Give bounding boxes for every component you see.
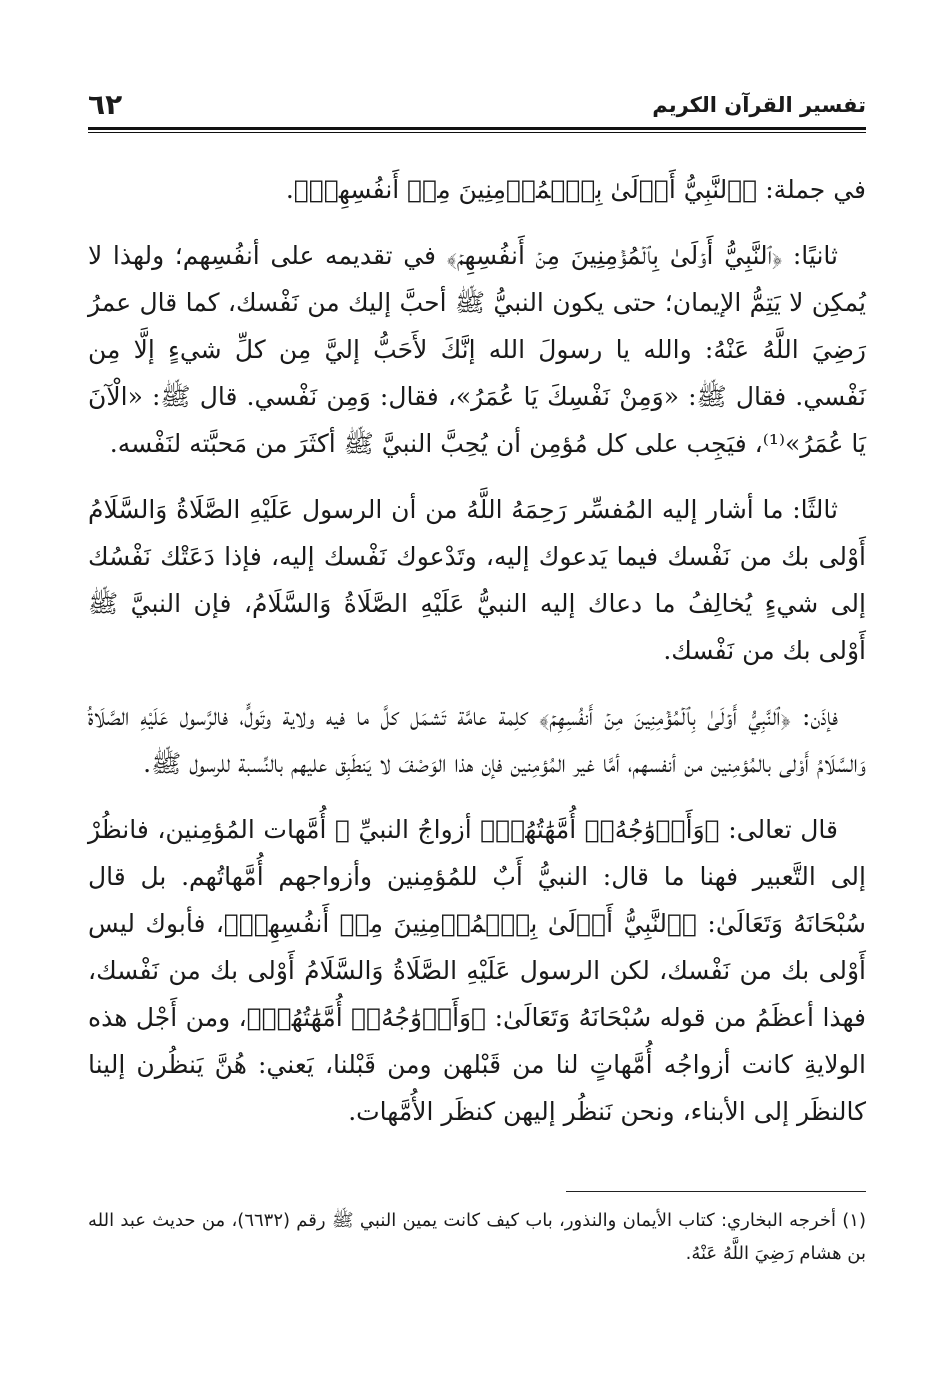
footnote-1: (١) أخرجه البخاري: كتاب الأيمان والنذور، باب كيف كانت يمين النبي ﷺ رقم (٦٦٣٢)، من حديث عبد الله بن هشام رَضِيَ اللَّهُ عَنْهُ.	[88, 1210, 866, 1264]
body-text	[88, 166, 866, 1154]
paragraph-second-point: ثانيًا: ﴿ٱلنَّبِيُّ أَوۡلَىٰ بِٱلۡمُؤۡمِنِينَ مِنۡ أَنفُسِهِمۡ﴾ في تقديمه على أنفُسِهم؛ ولهذا لا يُمكِن لا يَتِمُّ الإيمان؛ حتى يكون النبيُّ ﷺ أحبَّ إليك من نَفْسك، كما قال عمرُ رَضِيَ اللَّهُ عَنْهُ: والله يا رسولَ الله إنَّكَ لأَحَبُّ إليَّ مِن كلِّ شيءٍ إلَّا مِن نَفْسي. فقال ﷺ: «وَمِنْ نَفْسِكَ يَا عُمَرُ»، فقال: وَمِن نَفْسي. قال ﷺ: «الْآنَ يَا عُمَرُ»⁽¹⁾، فيَجِب على كل مُؤمِن أن يُحِبَّ النبيَّ ﷺ أكثَرَ من مَحبَّته لنَفْسه.	[88, 241, 866, 458]
paragraph-conclusion: فإذَن: ﴿ٱلنَّبِيُّ أَوۡلَىٰ بِٱلۡمُؤۡمِنِينَ مِنۡ أَنفُسِهِمۡ﴾ كلِمة عامَّة تَشمَل كلَّ ما فيه ولاية وتَولٍّ، فالرَّسول عَلَيْهِ الصَّلَاةُ وَالسَّلَامُ أَوْلى بالمُؤمِنين من أنفسهم، أمَّا غير المُؤمِنين فإن هذا الوَصْفَ لا يَنطَبِق عليهم بالنِّسبة للرسول ﷺ.	[88, 702, 866, 778]
paragraph-third-point: ثالثًا: ما أشار إليه المُفسِّر رَحِمَهُ اللَّهُ من أن الرسول عَلَيْهِ الصَّلَاةُ وَالسَّلَامُ أَوْلى بك من نَفْسك فيما يَدعوك إليه، وتَدْعوك نَفْسك إليه، فإذا دَعَتْك نَفْسُك إلى شيءٍ يُخالِفُ ما دعاك إليه النبيُّ عَلَيْهِ الصَّلَاةُ وَالسَّلَامُ، فإن النبيَّ ﷺ أَوْلى بك من نَفْسك.	[88, 495, 866, 665]
footnote-separator	[566, 1191, 866, 1192]
page-number: ٦٢	[88, 88, 123, 121]
book-title: تفسير القرآن الكريم	[652, 93, 866, 117]
paragraph-intro: في جملة: ﴿ٱلنَّبِيُّ أَوۡلَىٰ بِٱلۡمُؤۡمِنِينَ مِنۡ أَنفُسِهِمۡ﴾.	[285, 175, 866, 204]
footnotes	[88, 1204, 866, 1270]
running-header	[88, 80, 866, 124]
header-rule-thin	[88, 132, 866, 133]
header-rule-thick	[88, 127, 866, 130]
paragraph-wives-verse: قال تعالى: ﴿وَأَزۡوَٰجُهُۥٓ أُمَّهَٰتُهُمۡ﴾ أزواجُ النبيِّ ﷺ أُمَّهات المُؤمِنين، فانظُرْ إلى التَّعبير فهنا ما قال: النبيُّ أَبٌ للمُؤمِنين وأزواجهم أُمَّهاتُهم. بل قال سُبْحَانَهُ وَتَعَالَىٰ: ﴿ٱلنَّبِيُّ أَوۡلَىٰ بِٱلۡمُؤۡمِنِينَ مِنۡ أَنفُسِهِمۡ﴾، فأبوك ليس أَوْلى بك من نَفْسك، لكن الرسول عَلَيْهِ الصَّلَاةُ وَالسَّلَامُ أَوْلى بك من نَفْسك، فهذا أعظَمُ من قوله سُبْحَانَهُ وَتَعَالَىٰ: ﴿وَأَزۡوَٰجُهُۥٓ أُمَّهَٰتُهُمۡ﴾، ومن أَجْل هذه الولايةِ كانت أزواجُه أُمَّهاتٍ لنا من قَبْلهن ومن قَبْلنا، يَعني: هُنَّ يَنظُرن إلينا كالنظَر إلى الأبناء، ونحن نَنظُر إليهن كنظَر الأُمَّهات.	[88, 815, 866, 1126]
book-page	[88, 80, 866, 1320]
